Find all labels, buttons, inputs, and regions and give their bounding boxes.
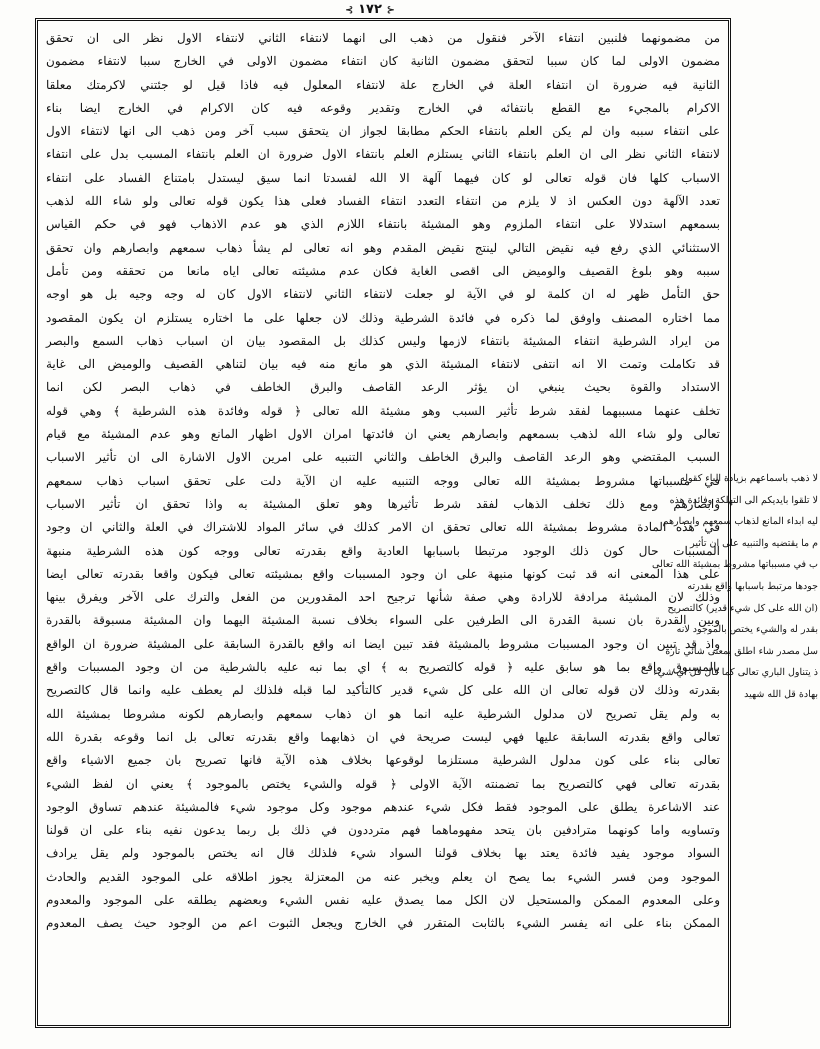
text-line: من ايراد الشرطية انتفاء المشيئة بانتفاء لازمها وليس كذلك بل المقصود بيان ان اسباب ذهاب السمع والبصر — [46, 333, 720, 348]
text-line: في هذه المادة مشروط بمشيئة الله تعالى تحقق ان الامر كذلك في سائر المواد للاشتراك في العلة والثاني ان وجود — [46, 520, 720, 535]
text-line: الممكن بناء على انه يفسر الشيء بالثابت المتقرر في الخارج ويجعل الثبوت اعم من الوجود حيث يصف المعدوم — [46, 916, 720, 931]
text-line: الاستثنائي الذي رفع فيه نقيض التالي لينتج نقيض المقدم وهو انه تعالى لم يشأ ذهاب سمعهم وابصارهم وان تحقق — [46, 240, 720, 255]
text-line: سببه وهو بلوغ القصيف والوميض الى اقصى الغاية فكان عدم مشيئته تعالى اياه مانعا من تحققه ومن تأمل — [46, 263, 720, 278]
text-line: وذلك لان المشيئة مرادفة للارادة وهي صفة شأنها ترجيح احد المقدورين من الفعل والترك على الآخر ويفرق بينها — [46, 590, 720, 605]
text-line: وتساويه واما كونهما مترادفين بان يتحد مفهوماهما فهم مترددون في ذلك بل ربما يدعون نفيه بناء على ان قولنا — [46, 823, 720, 838]
text-line: مضمون الاولى لما كان سببا لتحقق مضمون الثانية كان انتفاء مضمون الاولى في الخارج سببا لانتفاء مضمون — [46, 54, 720, 69]
page-number-text: ١٧٢ — [358, 2, 382, 17]
margin-gloss — [652, 468, 818, 706]
margin-note-line: لا ذهب باسماعهم بزيادة الباء كقوله — [680, 473, 818, 484]
margin-note-line: لا تلقوا بايديكم الى التهلكة وفائدة هذه — [669, 494, 818, 506]
text-line: تعدد الآلهة دون العكس اذ لا يلزم من انتفاء التعدد انتفاء الفساد فعلى هذا يكون قوله تعالى ولو شاء الله لذهب — [46, 194, 720, 209]
margin-note-line: بهادة قل الله شهيد — [744, 688, 818, 700]
text-line: على هذا المعنى انه قد ثبت كونها منبهة على ان وجود المسببات واقع بمشيئته تعالى فيكون واقعا بقدرته تعالى ايضا — [46, 566, 720, 581]
text-line: وبين القدرة بان نسبة القدرة الى الطرفين على السواء بخلاف نسبة المشيئة اليهما وان المشيئة مسبوقة بالقدرة — [46, 613, 720, 628]
text-line: عند الاشاعرة يطلق على الموجود فقط فكل شيء عندهم موجود وكل موجود شيء فالمشيئة عندهم تساوق الوجود — [46, 799, 720, 814]
text-line: وعلى المعدوم الممكن والمستحيل لان الكل مما يصدق عليه نفس الشيء وبعضهم يطلقه على الموجود والمعدوم — [46, 892, 720, 907]
text-line: تعالى ولو شاء الله لذهب بسمعهم وابصارهم يعني ان فائدتها امران الاول اظهار المانع وهو عدم المشيئة مع قيام — [46, 427, 720, 442]
text-line: تعالى بناء على كون مدلول الشرطية مستلزما لوقوعها بخلاف هذه الآية فانها تصريح بان جميع الاشياء واقع — [46, 753, 720, 768]
text-line: على انتفاء سببه وان لم يكن العلم بانتفاء الحكم مطابقا لجواز ان يتحقق سبب آخر ومن ذهب الى انها لانتفاء الاول — [46, 124, 721, 139]
text-line: تعالى واقع بقدرته السابقة عليها فهي ليست صريحة في ان ذهابهما واقع بقدرته تعالى بل انما وقوعه بقدرة الله — [46, 729, 720, 744]
text-line: السبب المقتضي وهو الرعد القاصف والبرق الخاطف والثاني التنبيه على امرين الاول الاشارة الى ان تأثير الاسباب — [46, 450, 720, 465]
text-line: بسمعهم استدلالا على انتفاء الملزوم وهو المشيئة بانتفاء اللازم الذي هو عدم الاذهاب فهو في حكم القياس — [46, 217, 720, 232]
margin-note-line: ب في مسبباتها مشروط بمشيئة الله تعالى — [652, 559, 818, 571]
text-line: به ولم يقل تصريح لان مدلول الشرطية عليه انما هو ان ذهاب سمعهم وابصارهم لكونه مشروطا بمشيئة الله — [46, 706, 720, 721]
ornament-icon: ⊱ — [386, 5, 395, 16]
text-line: السواد موجود يفيد فائدة يعتد بها بخلاف قولنا السواد شيء فلذلك قال انه يختص بالموجود ولم يقل يرادف — [46, 846, 720, 861]
text-line: واذ قد تبين ان وجود المسببات مشروط بالمشيئة فقد تبين ايضا انه واقع بالقدرة السابقة على المشيئة ضرورة ان الواقع — [46, 636, 720, 651]
margin-note-line: جودها مرتبط باسبابها واقع بقدرته — [687, 580, 818, 592]
main-text-frame — [35, 18, 731, 1028]
margin-note-line: سل مصدر شاء اطلق بمعنى شائي تارة — [665, 645, 818, 657]
text-line: الاكرام بالمجيء مع القطع بانتفائه في الخارج وتقدير وقوعه فيه كان الاكرام في الخارج ايضا بناء — [46, 100, 720, 115]
text-line: الثانية فيه ضرورة ان انتفاء العلة في الخارج علة لانتفاء المعلول فيه فاذا قيل لو جئتني لاكرمتك معلقا — [46, 77, 721, 92]
text-line: الاستداد والقوة بحيث ينبغي ان يؤثر الرعد القاصف والبرق الخاطف في ذهاب البصر لكن انما — [46, 380, 720, 395]
text-line: الموجود ومن فسر الشيء بما يصح ان يعلم ويخبر عنه من المعتزلة يجوز اطلاقه على الموجود القديم والحادث — [46, 869, 720, 884]
text-line: قد تكاملت وتمت الا انه انتفى لانتفاء المشيئة الذي هو مانع منه فيه بيان لتناهي القصيف والوميض الى غاية — [46, 357, 720, 372]
text-line: بقدرته تعالى فهي كالتصريح بما تضمنته الآية الاولى ﴿ قوله والشيء يختص بالموجود ﴾ يعني ان لفظ الشيء — [46, 776, 720, 791]
text-line: من مضمونهما فلنبين انتفاء الآخر فنقول من ذهب الى انهما لانتفاء الثاني لانتفاء الاول نظر الى ان تحقق — [46, 31, 720, 45]
margin-note-line: (ان الله على كل شيء قدير) كالتصريح — [667, 602, 818, 614]
margin-note-line: ذ يتناول الباري تعالى كما قال قل اي شيء — [653, 667, 818, 679]
margin-note-line: بقدر له والشيء يختص بالموجود لانه — [676, 624, 818, 636]
text-line: لانتفاء الثاني نظر الى ان العلم بانتفاء الثاني يستلزم العلم بانتفاء الاول ضرورة ان العلم بانتفاء المسبب بدل على انتفاء — [46, 147, 720, 162]
text-line: تخلف عنهما مسببهما لفقد شرط تأثير السبب وهو مشيئة الله تعالى ﴿ قوله وفائدة هذه الشرطية ﴾ وهي قوله — [46, 403, 720, 418]
page-number — [330, 2, 410, 17]
text-line: حق التأمل ظهر له ان كلمة لو في الآية لو جعلت لانتفاء الثاني لانتفاء الاول كان له وجه وجيه بل هو اوجه — [46, 287, 720, 302]
text-line: في مسبباتها مشروط بمشيئة الله تعالى ووجه التنبيه عليه ان الآية دلت على تحقق اسباب ذهاب سمعهم — [46, 473, 720, 488]
text-line: وابصارهم ومع ذلك تخلف الذهاب لفقد شرط تأثيرها وهو تعلق المشيئة به واذا تحقق ان تأثير الاسباب — [46, 496, 720, 511]
margin-note-line: م ما يقتضيه والتنبيه على ان تأثير — [690, 537, 818, 549]
margin-note-line: ليه ابداء المانع لذهاب سمعهم وابصارهم — [662, 516, 818, 528]
text-line: المسببات حال كون ذلك الوجود مرتبطا باسبابها العادية واقع بقدرته تعالى ووجه كون هذه الشرطية منبهة — [46, 543, 720, 558]
text-line: بقدرته وذلك لان قوله تعالى ان الله على كل شيء قدير كالتأكيد لما قبله فلذلك لم يعطف عليه وانما قال كالتصريح — [46, 683, 720, 698]
text-line: الاسباب كلها فان قوله تعالى لو كان فيهما آلهة الا الله لفسدتا انما سيق ليستدل بامتناع الفساد على انتفاء — [46, 170, 720, 185]
text-line: مما اختاره المصنف واوفق لما ذكره في فائدة الشرطية وذلك لان جعلها على ما اختاره يستلزم ان يكون المقصود — [46, 310, 720, 325]
ornament-icon: ⊰ — [345, 5, 354, 16]
text-line: بالمسبوق واقع بما هو سابق عليه ﴿ قوله كالتصريح به ﴾ اي بما نبه عليه بالشرطية من ان وجود المسببات واقع — [46, 660, 720, 675]
